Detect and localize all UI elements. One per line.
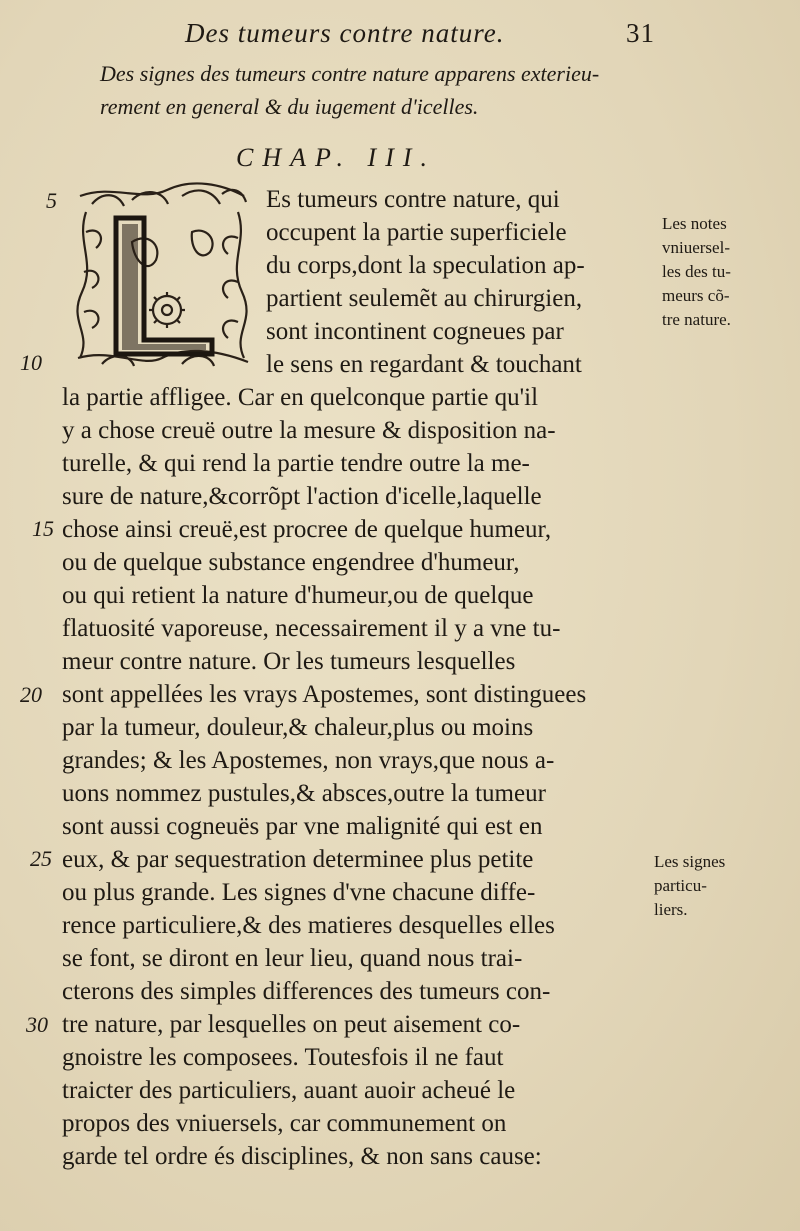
text-line: chose ainsi creuë,est procree de quelque humeur,: [62, 516, 552, 543]
text-line: ou plus grande. Les signes d'vne chacune diffe-: [62, 879, 536, 906]
page-number: 31: [626, 18, 655, 48]
section-title-line: Des signes des tumeurs contre nature apparens exterieu-: [100, 61, 600, 86]
line-number: 5: [46, 188, 57, 213]
line-number: 30: [26, 1012, 48, 1037]
book-page: Des tumeurs contre nature. 31 Des signes des tumeurs contre nature apparens exterieu- rement en general & du iugement d'icelles. CHAP. III. Es tumeurs contre nature, qui occupent la partie superficiele du corps,dont la speculation ap- partient seulemẽt au chirurgien, sont incontinent cogneues par le sens en regardant & touchant la partie affligee. Car en quelconque partie qu'il y a chose creuë outre la mesure & disposition na- turelle, & qui rend la partie tendre outre la me- sure de nature,&corrõpt l'action d'icelle,laquelle chose ainsi creuë,est procree de quelque humeur, ou de quelque substance engendree d'humeur, ou qui retient la nature d'humeur,ou de quelque flatuosité vaporeuse, necessairement il y a vne tu- meur contre nature. Or les tumeurs lesquelles sont appellées les vrays Apostemes, sont distinguees par la tumeur, douleur,& chaleur,plus ou moins grandes; & les Apostemes, non vrays,que nous a- uons nommez pustules,& absces,outre la tumeur sont aussi cogneuës par vne malignité qui est en eux, & par sequestration determinee plus petite ou plus grande. Les signes d'vne chacune diffe- rence particuliere,& des matieres desquelles elles se font, se diront en leur lieu, quand nous trai- cterons des simples differences des tumeurs con- tre nature, par lesquelles on peut aisement co- gnoistre les composees. Toutesfois il ne faut traicter des particuliers, auant auoir acheué le propos des vniuersels, car communement on garde tel ordre és disciplines, & non sans cause: 5 10 15 20 25 30 Les notes vniuersel- les des tu- meurs cõ- tre nature. Les signes particu- liers.: [0, 0, 800, 1231]
text-line: sont appellées les vrays Apostemes, sont distinguees: [62, 681, 587, 708]
text-line: grandes; & les Apostemes, non vrays,que nous a-: [62, 747, 555, 774]
text-line: partient seulemẽt au chirurgien,: [266, 285, 583, 312]
text-line: du corps,dont la speculation ap-: [266, 252, 585, 279]
text-line: sont incontinent cogneues par: [266, 318, 564, 345]
text-line: propos des vniuersels, car communement on: [62, 1110, 507, 1137]
chapter-heading: CHAP. III.: [236, 143, 437, 172]
running-head-title: Des tumeurs contre nature.: [185, 18, 505, 48]
text-line: gnoistre les composees. Toutesfois il ne faut: [62, 1044, 504, 1071]
text-line: se font, se diront en leur lieu, quand nous trai-: [62, 945, 523, 972]
text-line: ou qui retient la nature d'humeur,ou de quelque: [62, 582, 534, 609]
text-line: meur contre nature. Or les tumeurs lesquelles: [62, 648, 516, 675]
text-line: turelle, & qui rend la partie tendre outre la me-: [62, 450, 530, 477]
text-line: uons nommez pustules,& absces,outre la tumeur: [62, 780, 546, 807]
running-head: [185, 18, 655, 54]
text-line: tre nature, par lesquelles on peut aisement co-: [62, 1011, 521, 1038]
text-line: traicter des particuliers, auant auoir acheué le: [62, 1077, 516, 1104]
text-line: la partie affligee. Car en quelconque partie qu'il: [62, 384, 539, 411]
text-line: sure de nature,&corrõpt l'action d'icelle,laquelle: [62, 483, 542, 510]
section-title-line: rement en general & du iugement d'icelles.: [100, 94, 479, 119]
decorated-initial-l: [72, 182, 250, 370]
line-number: 20: [20, 682, 42, 707]
text-line: sont aussi cogneuës par vne malignité qui est en: [62, 813, 543, 840]
text-line: garde tel ordre és disciplines, & non sans cause:: [62, 1143, 542, 1170]
text-line: rence particuliere,& des matieres desquelles elles: [62, 912, 555, 939]
text-line: par la tumeur, douleur,& chaleur,plus ou moins: [62, 714, 534, 741]
text-line: Es tumeurs contre nature, qui: [266, 186, 560, 213]
text-line: eux, & par sequestration determinee plus petite: [62, 846, 534, 873]
text-line: flatuosité vaporeuse, necessairement il y a vne tu-: [62, 615, 561, 642]
line-number: 25: [30, 846, 52, 871]
text-line: cterons des simples differences des tumeurs con-: [62, 978, 551, 1005]
text-line: ou de quelque substance engendree d'humeur,: [62, 549, 520, 576]
text-line: le sens en regardant & touchant: [266, 351, 582, 378]
line-number: 15: [32, 516, 54, 541]
section-title: [100, 57, 660, 123]
text-line: occupent la partie superficiele: [266, 219, 567, 246]
text-line: y a chose creuë outre la mesure & disposition na-: [62, 417, 556, 444]
line-number: 10: [20, 350, 42, 375]
